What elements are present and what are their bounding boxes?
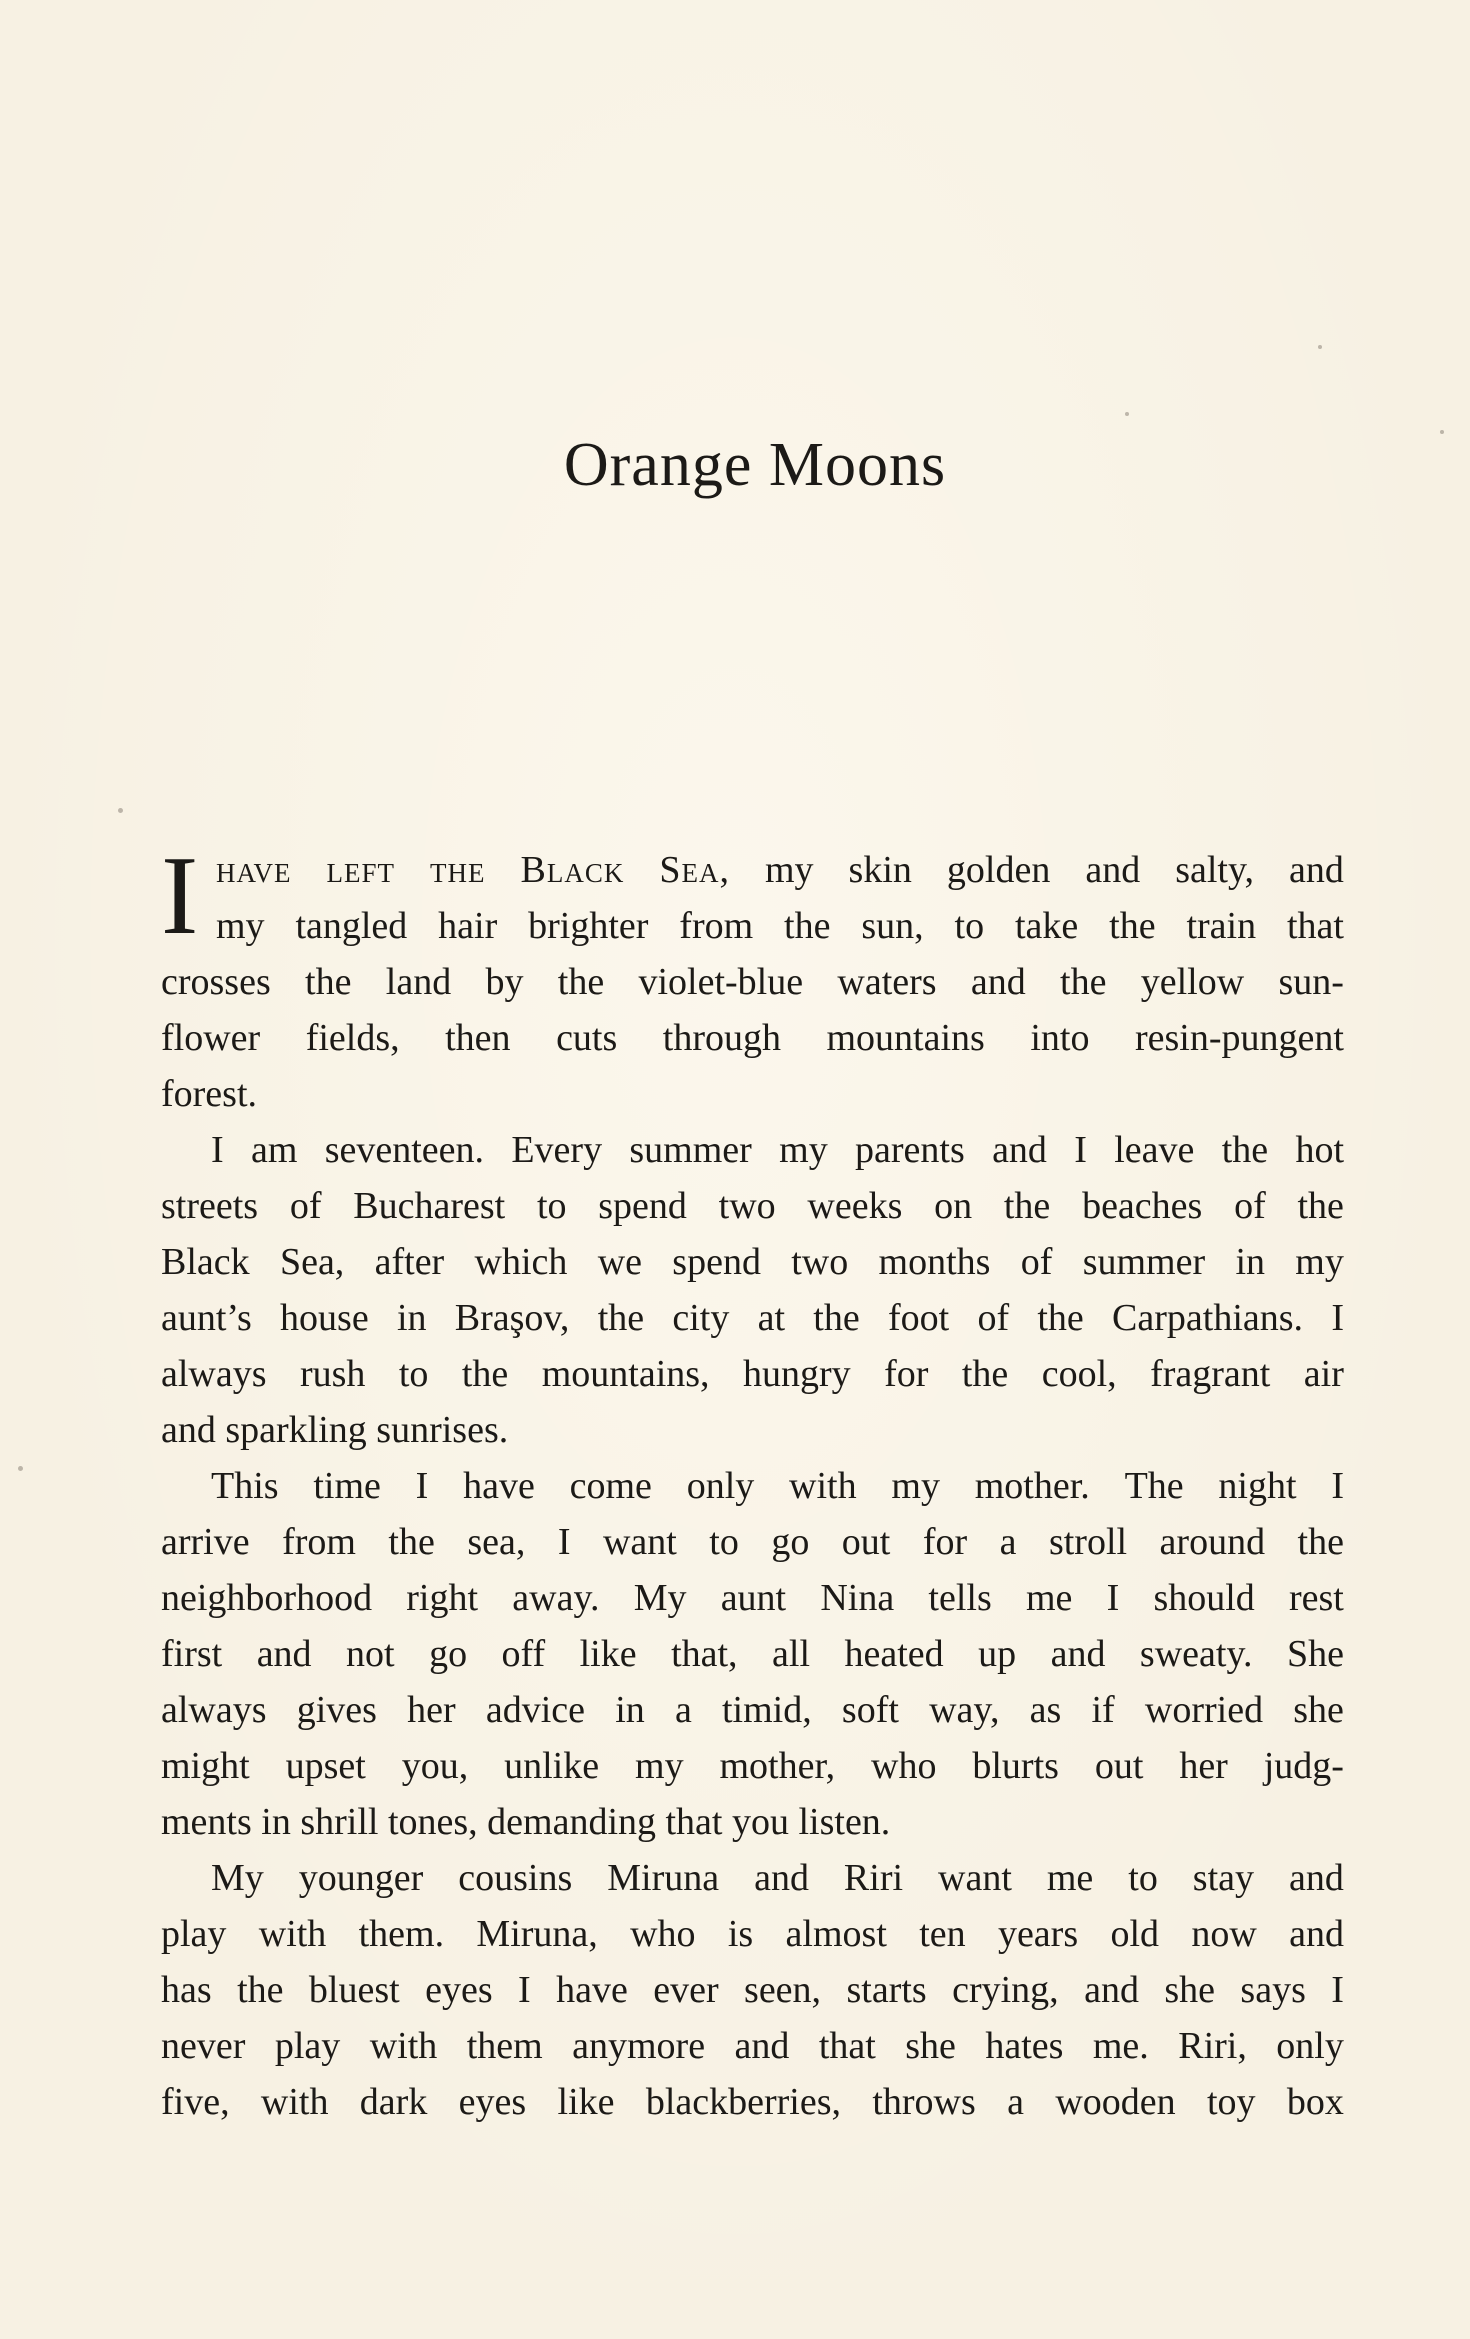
word: right — [406, 1577, 479, 1619]
word: the — [305, 961, 352, 1003]
word: with — [258, 1913, 327, 1955]
text-line — [161, 1962, 1344, 2018]
drop-cap: I — [161, 834, 199, 958]
word: play — [161, 1913, 227, 1955]
word: judg- — [1263, 1745, 1344, 1787]
word: way, — [929, 1689, 1000, 1731]
word: the — [430, 849, 486, 891]
word: who — [871, 1745, 937, 1787]
word: waters — [837, 961, 937, 1003]
word: the — [1109, 905, 1156, 947]
scan-speck — [1318, 345, 1322, 349]
word: aunt’s — [161, 1297, 252, 1339]
word: I — [1074, 1129, 1087, 1171]
word: advice — [485, 1689, 585, 1731]
word: my — [779, 1129, 828, 1171]
scan-speck — [1440, 430, 1444, 434]
word: leave — [1114, 1129, 1195, 1171]
word: and — [992, 1129, 1047, 1171]
word: house — [280, 1297, 369, 1339]
word: mother, — [719, 1745, 836, 1787]
text-line: and sparkling sunrises. — [161, 1409, 509, 1451]
word: skin — [848, 849, 912, 891]
word: summer — [1082, 1241, 1206, 1283]
word: of — [977, 1297, 1010, 1339]
word: the — [1003, 1185, 1051, 1227]
word: wooden — [1055, 2081, 1176, 2123]
word: timid, — [722, 1689, 812, 1731]
word: beaches — [1082, 1185, 1203, 1227]
word: hungry — [743, 1353, 851, 1395]
word: like — [557, 2081, 615, 2123]
word: with — [789, 1465, 857, 1507]
word: the — [784, 905, 831, 947]
word: by — [485, 961, 524, 1003]
word: in — [615, 1689, 645, 1731]
word: and — [1084, 1969, 1139, 2011]
scan-speck — [118, 808, 123, 813]
word: in — [1235, 1241, 1265, 1283]
word: them. — [358, 1913, 445, 1955]
word: me — [1025, 1577, 1073, 1619]
word: of — [1020, 1241, 1053, 1283]
word: take — [1014, 905, 1079, 947]
word: cuts — [556, 1017, 618, 1059]
word: and — [734, 2025, 790, 2067]
word: then — [445, 1017, 511, 1059]
word: salty, — [1175, 849, 1255, 891]
word: parents — [855, 1129, 965, 1171]
text-line: forest. — [161, 1073, 258, 1115]
word: summer — [629, 1129, 752, 1171]
word: a — [674, 1689, 692, 1731]
word: play — [274, 2025, 341, 2067]
word: gives — [296, 1689, 377, 1731]
word: for — [922, 1521, 968, 1563]
word: is — [727, 1913, 754, 1955]
word: cool, — [1041, 1353, 1117, 1395]
word: ten — [919, 1913, 966, 1955]
word: unlike — [504, 1745, 600, 1787]
word: rush — [299, 1353, 366, 1395]
word: left — [326, 849, 396, 891]
text-line — [161, 1570, 1344, 1626]
word: blurts — [972, 1745, 1059, 1787]
word: sun- — [1278, 961, 1344, 1003]
word: my — [891, 1465, 940, 1507]
word: out — [1094, 1745, 1144, 1787]
scan-speck — [1125, 412, 1129, 416]
text-line: ments in shrill tones, demanding that you listen. — [161, 1801, 891, 1843]
word: come — [569, 1465, 652, 1507]
word: the — [237, 1969, 284, 2011]
word: night — [1218, 1465, 1297, 1507]
word: aunt — [720, 1577, 787, 1619]
word: fields, — [305, 1017, 400, 1059]
word: have — [463, 1465, 535, 1507]
paragraph — [161, 1458, 1344, 1850]
word: Riri — [843, 1857, 904, 1899]
word: Miruna, — [476, 1913, 598, 1955]
word: seen, — [744, 1969, 822, 2011]
word: Riri, — [1178, 2025, 1247, 2067]
word: and — [1050, 1633, 1106, 1675]
word: the — [1060, 961, 1107, 1003]
word: if — [1091, 1689, 1115, 1731]
word: her — [407, 1689, 456, 1731]
word: a — [999, 1521, 1017, 1563]
word: old — [1110, 1913, 1159, 1955]
word: The — [1124, 1465, 1184, 1507]
word: ever — [653, 1969, 719, 2011]
word: which — [474, 1241, 568, 1283]
word: fragrant — [1150, 1353, 1271, 1395]
word: who — [630, 1913, 696, 1955]
word: out — [841, 1521, 891, 1563]
word: tells — [928, 1577, 992, 1619]
text-line — [161, 1738, 1344, 1794]
word: around — [1159, 1521, 1266, 1563]
word: the — [461, 1353, 509, 1395]
word: Bucharest — [353, 1185, 506, 1227]
word: always — [161, 1353, 267, 1395]
word: she — [1293, 1689, 1344, 1731]
word: that, — [671, 1633, 738, 1675]
word: resin-pungent — [1134, 1017, 1344, 1059]
word: Every — [511, 1129, 603, 1171]
word: always — [161, 1689, 267, 1731]
word: now — [1191, 1913, 1257, 1955]
word: toy — [1206, 2081, 1256, 2123]
word: mountains — [826, 1017, 985, 1059]
word: hot — [1295, 1129, 1344, 1171]
word: on — [934, 1185, 973, 1227]
word: neighborhood — [161, 1577, 373, 1619]
word: box — [1286, 2081, 1344, 2123]
word: my — [635, 1745, 684, 1787]
word: to — [709, 1521, 739, 1563]
word: to — [398, 1353, 429, 1395]
word: to — [954, 905, 985, 947]
word: a — [1007, 2081, 1024, 2123]
word: I — [1331, 1297, 1344, 1339]
word: I — [415, 1465, 429, 1507]
chapter-body — [161, 834, 1344, 2130]
word: and — [1085, 849, 1141, 891]
word: arrive — [161, 1521, 250, 1563]
word: Braşov, — [454, 1297, 570, 1339]
text-line — [161, 1906, 1344, 1962]
word: go — [429, 1633, 468, 1675]
word: golden — [946, 849, 1051, 891]
word: Sea, — [279, 1241, 345, 1283]
word: I — [211, 1129, 224, 1171]
word: crying, — [952, 1969, 1059, 2011]
word: I — [1106, 1577, 1120, 1619]
word: weeks — [807, 1185, 903, 1227]
word: and — [970, 961, 1026, 1003]
word: at — [757, 1297, 786, 1339]
word: Carpathians. — [1112, 1297, 1304, 1339]
text-line — [161, 1122, 1344, 1178]
text-line — [161, 1178, 1344, 1234]
word: eyes — [425, 1969, 493, 2011]
word: rest — [1289, 1577, 1344, 1619]
chapter-title: Orange Moons — [563, 431, 947, 499]
word: years — [997, 1913, 1079, 1955]
word: sun, — [861, 905, 924, 947]
word: hair — [438, 905, 498, 947]
word: This — [211, 1465, 279, 1507]
word: she — [1164, 1969, 1216, 2011]
word: cousins — [458, 1857, 573, 1899]
text-line — [161, 1010, 1344, 1066]
word: have — [556, 1969, 628, 2011]
word: stay — [1192, 1857, 1255, 1899]
word: time — [313, 1465, 381, 1507]
word: and — [256, 1633, 312, 1675]
opening-paragraph-continued — [161, 954, 1344, 1122]
word: the — [557, 961, 605, 1003]
word: violet-blue — [638, 961, 804, 1003]
word: Miruna — [607, 1857, 720, 1899]
word: starts — [846, 1969, 927, 2011]
word: like — [579, 1633, 637, 1675]
word: and — [1289, 849, 1344, 891]
word: worried — [1144, 1689, 1264, 1731]
word: you, — [401, 1745, 469, 1787]
word: should — [1153, 1577, 1255, 1619]
text-line — [161, 1346, 1344, 1402]
word: up — [978, 1633, 1017, 1675]
word: almost — [785, 1913, 887, 1955]
word: to — [536, 1185, 567, 1227]
word: have — [216, 849, 292, 891]
word: I — [1331, 1465, 1344, 1507]
word: my — [1295, 1241, 1344, 1283]
word: we — [597, 1241, 642, 1283]
word: throws — [872, 2081, 976, 2123]
text-line — [161, 954, 1344, 1010]
word: the — [961, 1353, 1009, 1395]
word: the — [1297, 1521, 1344, 1563]
word: Sea, — [659, 849, 730, 891]
text-line — [216, 898, 1344, 954]
word: spend — [598, 1185, 687, 1227]
word: want — [602, 1521, 677, 1563]
word: that — [1286, 905, 1344, 947]
word: am — [250, 1129, 298, 1171]
text-line — [161, 2018, 1344, 2074]
word: me — [1046, 1857, 1094, 1899]
word: city — [672, 1297, 730, 1339]
word: away. — [512, 1577, 600, 1619]
word: from — [282, 1521, 356, 1563]
word: Black — [161, 1241, 250, 1283]
word: never — [161, 2025, 246, 2067]
word: flower — [161, 1017, 261, 1059]
text-line — [161, 1850, 1344, 1906]
word: upset — [285, 1745, 366, 1787]
text-line — [161, 1234, 1344, 1290]
word: She — [1286, 1633, 1344, 1675]
word: go — [771, 1521, 810, 1563]
scan-speck — [18, 1466, 23, 1471]
word: bluest — [308, 1969, 400, 2011]
word: eyes — [458, 2081, 527, 2123]
word: anymore — [572, 2025, 706, 2067]
word: my — [764, 849, 814, 891]
word: and — [1289, 1913, 1344, 1955]
word: says — [1240, 1969, 1306, 2011]
word: as — [1029, 1689, 1062, 1731]
word: soft — [841, 1689, 899, 1731]
paragraph — [161, 1850, 1344, 2130]
word: the — [1221, 1129, 1269, 1171]
word: from — [679, 905, 754, 947]
word: and — [1288, 1857, 1344, 1899]
word: seventeen. — [324, 1129, 485, 1171]
word: first — [161, 1633, 223, 1675]
word: mountains, — [541, 1353, 710, 1395]
word: sea, — [467, 1521, 526, 1563]
word: into — [1030, 1017, 1090, 1059]
word: blackberries, — [645, 2081, 842, 2123]
word: two — [718, 1185, 776, 1227]
word: the — [1037, 1297, 1084, 1339]
word: her — [1179, 1745, 1228, 1787]
word: brighter — [528, 905, 649, 947]
word: My — [633, 1577, 687, 1619]
word: land — [385, 961, 452, 1003]
word: all — [772, 1633, 811, 1675]
word: in — [396, 1297, 427, 1339]
word: I — [557, 1521, 571, 1563]
word: tangled — [295, 905, 408, 947]
word: the — [1297, 1185, 1344, 1227]
word: train — [1186, 905, 1257, 947]
word: crosses — [161, 961, 271, 1003]
word: five, — [161, 2081, 230, 2123]
word: I — [1331, 1969, 1344, 2011]
word: yellow — [1140, 961, 1245, 1003]
word: of — [1234, 1185, 1266, 1227]
text-line — [216, 842, 1344, 898]
text-line — [161, 1626, 1344, 1682]
word: want — [938, 1857, 1012, 1899]
text-line — [161, 1458, 1344, 1514]
word: with — [260, 2081, 329, 2123]
word: air — [1303, 1353, 1344, 1395]
word: dark — [359, 2081, 428, 2123]
word: only — [1276, 2025, 1344, 2067]
paragraph — [161, 1122, 1344, 1458]
word: Black — [520, 849, 625, 891]
word: only — [686, 1465, 755, 1507]
word: not — [346, 1633, 395, 1675]
word: I — [518, 1969, 531, 2011]
word: mother. — [974, 1465, 1090, 1507]
word: streets — [161, 1185, 259, 1227]
word: to — [1128, 1857, 1158, 1899]
word: my — [216, 905, 265, 947]
text-line — [161, 1290, 1344, 1346]
word: and — [754, 1857, 809, 1899]
word: the — [813, 1297, 860, 1339]
word: she — [905, 2025, 956, 2067]
text-line — [161, 2074, 1344, 2130]
word: the — [388, 1521, 435, 1563]
word: might — [161, 1745, 250, 1787]
word: for — [884, 1353, 929, 1395]
word: the — [597, 1297, 645, 1339]
word: spend — [672, 1241, 761, 1283]
word: months — [878, 1241, 991, 1283]
text-line — [161, 1682, 1344, 1738]
word: Nina — [820, 1577, 895, 1619]
word: foot — [887, 1297, 950, 1339]
word: that — [818, 2025, 876, 2067]
word: hates — [985, 2025, 1064, 2067]
word: heated — [844, 1633, 944, 1675]
word: after — [374, 1241, 445, 1283]
word: of — [289, 1185, 322, 1227]
word: My — [211, 1857, 264, 1899]
word: them — [466, 2025, 543, 2067]
word: stroll — [1048, 1521, 1128, 1563]
word: has — [161, 1969, 212, 2011]
word: sweaty. — [1139, 1633, 1253, 1675]
word: through — [662, 1017, 781, 1059]
word: off — [501, 1633, 546, 1675]
word: with — [369, 2025, 438, 2067]
word: two — [791, 1241, 849, 1283]
word: me. — [1092, 2025, 1149, 2067]
opening-paragraph — [161, 834, 1344, 958]
text-line — [161, 1514, 1344, 1570]
word: younger — [298, 1857, 424, 1899]
